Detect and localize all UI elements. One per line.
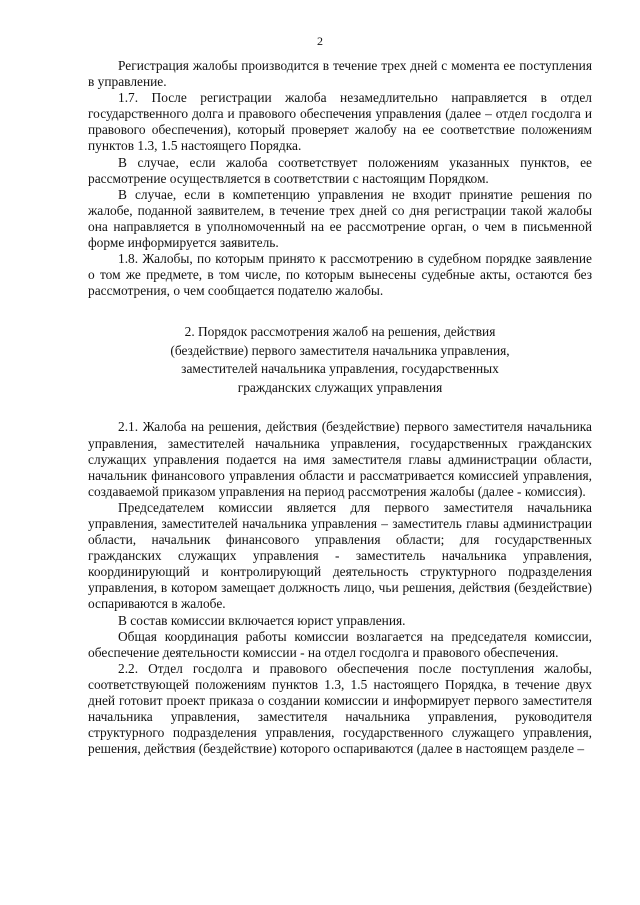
paragraph: В случае, если в компетенцию управления не входит принятие решения по жалобе, поданной заявителем, в течение трех дней со дня регистрации такой жалобы она направляется в уполномоченный на ее рассмотрение орган, о чем в письменной форме информируется заявитель. (88, 186, 592, 251)
section-heading-line: 2. Порядок рассмотрения жалоб на решения, действия (184, 324, 496, 340)
paragraph: В состав комиссии включается юрист управления. (118, 612, 406, 628)
document-body (88, 58, 592, 757)
paragraph: В случае, если жалоба соответствует положениям указанных пунктов, ее рассмотрение осуществляется в соответствии с настоящим Порядком. (88, 154, 592, 186)
paragraph: 2.2. Отдел госдолга и правового обеспечения после поступления жалобы, соответствующей положениям пунктов 1.3, 1.5 настоящего Порядка, в течение двух дней готовит проект приказа о создании комиссии и информирует первого заместителя начальника управления, заместителя начальника управления, руководителя структурного подразделения управления, государственного служащего управления, решения, действия (бездействие) которого оспариваются (далее в настоящем разделе – (88, 660, 592, 757)
section-heading (88, 323, 592, 397)
paragraph: 2.1. Жалоба на решения, действия (бездействие) первого заместителя начальника управления, заместителей начальника управления, государственных гражданских служащих управления подается на имя заместителя главы администрации области, начальник финансового управления области и рассматривается комиссией управления, создаваемой приказом управления на период рассмотрения жалобы (далее - комиссия). (88, 419, 592, 499)
section-heading-line: гражданских служащих управления (237, 379, 443, 395)
paragraph: Общая координация работы комиссии возлагается на председателя комиссии, обеспечение деятельности комиссии - на отдел госдолга и правового обеспечения. (88, 628, 592, 660)
section-heading-line: заместителей начальника управления, государственных (181, 361, 499, 377)
paragraph: Регистрация жалобы производится в течение трех дней с момента ее поступления в управление. (88, 58, 592, 90)
page-number: 2 (317, 34, 323, 48)
section-heading-line: (бездействие) первого заместителя начальника управления, (170, 342, 510, 358)
paragraph: 1.8. Жалобы, по которым принято к рассмотрению в судебном порядке заявление о том же предмете, в том числе, по которым вынесены судебные акты, остаются без рассмотрения, о чем сообщается подателю жалобы. (88, 251, 592, 299)
paragraph: Председателем комиссии является для первого заместителя начальника управления, заместителей начальника управления – заместитель главы администрации области, начальник финансового управления области; для государственных гражданских служащих управления - заместитель начальника управления, координирующий и контролирующий деятельность структурного подразделения управления, в котором замещает должность лицо, чьи решения, действия (бездействие) оспариваются в жалобе. (88, 499, 592, 612)
paragraph: 1.7. После регистрации жалоба незамедлительно направляется в отдел государственного долга и правового обеспечения управления (далее – отдел госдолга и правового обеспечения), который проверяет жалобу на ее соответствие положениям пунктов 1.3, 1.5 настоящего Порядка. (88, 90, 592, 154)
